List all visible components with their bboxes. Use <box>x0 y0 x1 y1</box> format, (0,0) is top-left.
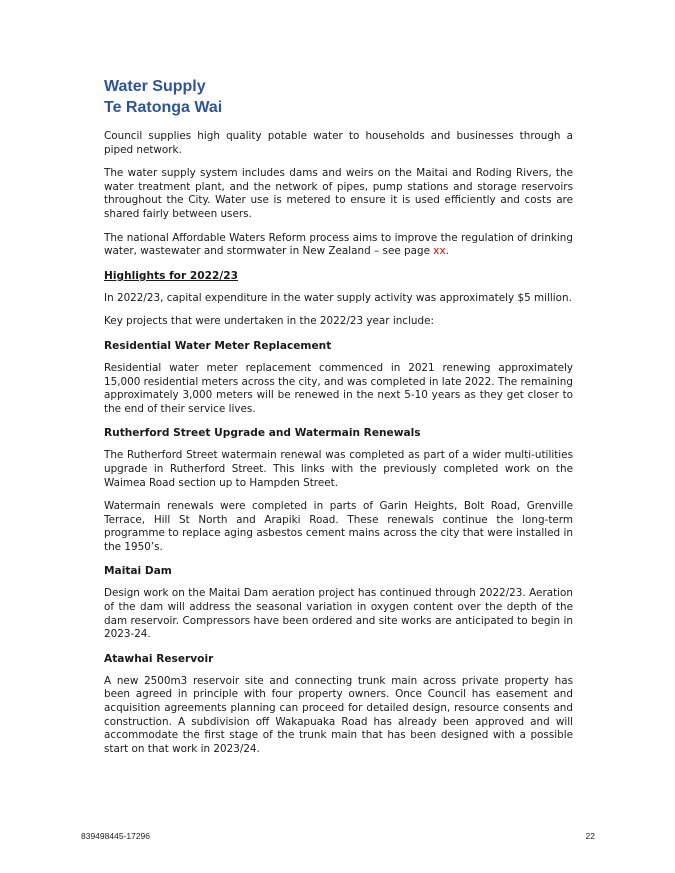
page-reference-link[interactable]: xx <box>433 245 446 258</box>
intro-paragraph-2: The water supply system includes dams and weirs on the Maitai and Roding Rivers, the water treatment plant, and the network of pipes, pump stations and storage reservoirs throughout the City. Water use is metered to ensure it is used efficiently and costs are shared fairly between users. <box>104 167 573 220</box>
rutherford-paragraph-2: Watermain renewals were completed in parts of Garin Heights, Bolt Road, Grenville Terrace, Hill St North and Arapiki Road. These renewals continue the long-term programme to replace aging asbestos cement mains across the city that were installed in the 1950’s. <box>104 500 573 553</box>
maitai-heading: Maitai Dam <box>104 565 172 578</box>
reform-paragraph <box>104 232 573 259</box>
page-number: 22 <box>585 831 595 841</box>
highlights-heading: Highlights for 2022/23 <box>104 269 238 282</box>
document-id: 839498445-17296 <box>81 831 151 841</box>
atawhai-heading: Atawhai Reservoir <box>104 652 214 665</box>
highlights-paragraph-1: In 2022/23, capital expenditure in the water supply activity was approximately $5 million. <box>104 291 572 304</box>
page-title: Water Supply <box>104 78 206 95</box>
atawhai-paragraph: A new 2500m3 reservoir site and connecting trunk main across private property has been agreed in principle with four property owners. Once Council has easement and acquisition agreements planning can proceed for detailed design, resource consents and construction. A subdivision off Wakapuaka Road has already been approved and will accommodate the first stage of the trunk main that has been designed with a possible start on that work in 2023/24. <box>104 674 573 755</box>
highlights-paragraph-2: Key projects that were undertaken in the 2022/23 year include: <box>104 315 434 328</box>
rutherford-paragraph-1: The Rutherford Street watermain renewal was completed as part of a wider multi-utilities upgrade in Rutherford Street. This links with the previously completed work on the Waimea Road section up to Hampden Street. <box>104 449 573 489</box>
page-subtitle: Te Ratonga Wai <box>104 99 223 116</box>
page-content <box>104 76 573 766</box>
rutherford-heading: Rutherford Street Upgrade and Watermain Renewals <box>104 427 421 440</box>
meter-paragraph: Residential water meter replacement commenced in 2021 renewing approximately 15,000 residential meters across the city, and was completed in late 2022. The remaining approximately 3,000 meters will be renewed in the next 5-10 years as they get closer to the end of their service lives. <box>104 361 573 415</box>
maitai-paragraph: Design work on the Maitai Dam aeration project has continued through 2022/23. Aeration of the dam will address the seasonal variation in oxygen content over the depth of the dam reservoir. Compressors have been ordered and site works are anticipated to begin in 2023-24. <box>104 587 573 641</box>
reform-text: The national Affordable Waters Reform process aims to improve the regulation of drinking water, wastewater and stormwater in New Zealand – see page <box>104 231 573 258</box>
intro-paragraph-1: Council supplies high quality potable water to households and businesses through a piped network. <box>104 130 573 156</box>
reform-end: . <box>445 245 449 258</box>
meter-heading: Residential Water Meter Replacement <box>104 339 332 352</box>
